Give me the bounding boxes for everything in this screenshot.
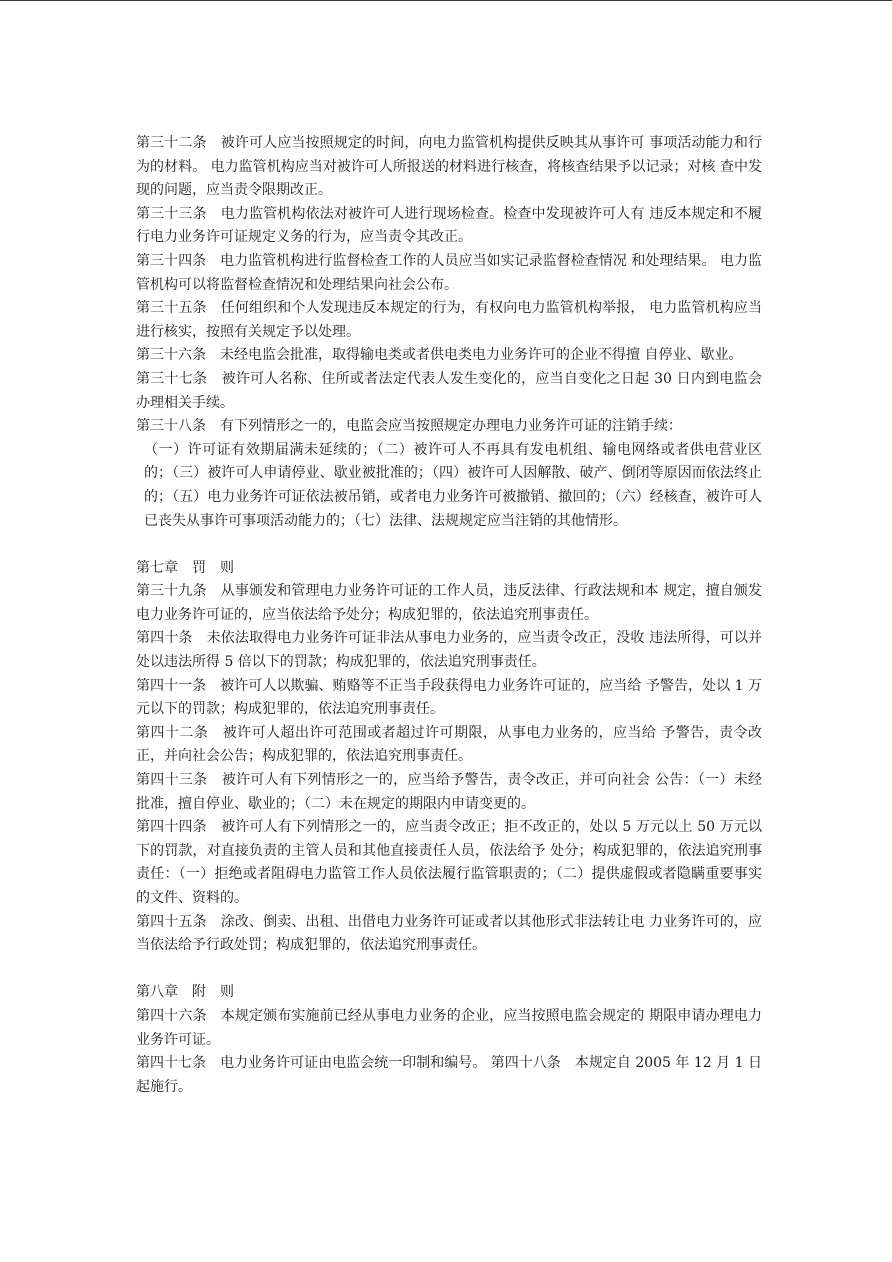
- page-top-border: [0, 0, 892, 1]
- article-36: 第三十六条 未经电监会批准，取得输电类或者供电类电力业务许可的企业不得擅 自停业、歇业。: [136, 347, 743, 364]
- article-41: 第四十一条 被许可人以欺骗、贿赂等不正当手段获得电力业务许可证的，应当给 予警告，处以 1 万元以下的罚款；构成犯罪的，依法追究刑事责任。: [136, 677, 762, 718]
- chapter-7-heading: 第七章 罚 则: [136, 559, 234, 576]
- article-35: 第三十五条 任何组织和个人发现违反本规定的行为，有权向电力监管机构举报， 电力监管机构应当进行核实，按照有关规定予以处理。: [136, 300, 762, 340]
- article-38: 第三十八条 有下列情形之一的，电监会应当按照规定办理电力业务许可证的注销手续：: [136, 418, 682, 435]
- article-44: 第四十四条 被许可人有下列情形之一的，应当责令改正；拒不改正的，处以 5 万元以上 50 万元以下的罚款，对直接负责的主管人员和其他直接责任人员，依法给予 处分；构成犯罪的，依法追究刑事责任：（一）拒绝或者阻碍电力监管工作人员依法履行监管职责的；（二）提供虚假或者隐瞒重要事实的文件、资料的。: [136, 819, 762, 906]
- spacer: [136, 533, 762, 557]
- article-46: 第四十六条 本规定颁布实施前已经从事电力业务的企业，应当按照电监会规定的 期限申请办理电力业务许可证。: [136, 1007, 762, 1048]
- article-38-items: （一）许可证有效期届满未延续的；（二）被许可人不再具有发电机组、输电网络或者供电营业区的；（三）被许可人申请停业、歇业被批准的；（四）被许可人因解散、破产、倒闭等原因而依法终止的；（五）电力业务许可证依法被吊销，或者电力业务许可被撤销、撤回的；（六）经核查，被许可人已丧失从事许可事项活动能力的；（七）法律、法规规定应当注销的其他情形。: [144, 441, 762, 529]
- article-43: 第四十三条 被许可人有下列情形之一的，应当给予警告，责令改正，并可向社会 公告：（一）未经批准，擅自停业、歇业的；（二）未在规定的期限内申请变更的。: [136, 772, 762, 812]
- article-45: 第四十五条 涂改、倒卖、出租、出借电力业务许可证或者以其他形式非法转让电 力业务许可的，应当依法给予行政处罚；构成犯罪的，依法追究刑事责任。: [136, 913, 762, 954]
- article-40: 第四十条 未依法取得电力业务许可证非法从事电力业务的，应当责令改正，没收 违法所得，可以并处以违法所得 5 倍以下的罚款；构成犯罪的，依法追究刑事责任。: [136, 630, 762, 671]
- document-page: [136, 132, 762, 1099]
- chapter-8-heading: 第八章 附 则: [136, 984, 234, 1001]
- article-37: 第三十七条 被许可人名称、住所或者法定代表人发生变化的，应当自变化之日起 30 日内到电监会办理相关手续。: [136, 370, 762, 411]
- article-39: 第三十九条 从事颁发和管理电力业务许可证的工作人员，违反法律、行政法规和本 规定，擅自颁发电力业务许可证的，应当依法给予处分；构成犯罪的，依法追究刑事责任。: [136, 583, 762, 623]
- article-47-48: 第四十七条 电力业务许可证由电监会统一印制和编号。 第四十八条 本规定自 2005 年 12 月 1 日起施行。: [136, 1055, 762, 1095]
- article-33: 第三十三条 电力监管机构依法对被许可人进行现场检查。检查中发现被许可人有 违反本规定和不履行电力业务许可证规定义务的行为，应当责令其改正。: [136, 205, 762, 246]
- article-32: 第三十二条 被许可人应当按照规定的时间，向电力监管机构提供反映其从事许可 事项活动能力和行为的材料。 电力监管机构应当对被许可人所报送的材料进行核查，将核查结果予以记录；对核 查中发现的问题，应当责令限期改正。: [136, 135, 762, 199]
- spacer: [136, 958, 762, 982]
- article-42: 第四十二条 被许可人超出许可范围或者超过许可期限，从事电力业务的，应当给 予警告，责令改正，并向社会公告；构成犯罪的，依法追究刑事责任。: [136, 724, 762, 765]
- article-34: 第三十四条 电力监管机构进行监督检查工作的人员应当如实记录监督检查情况 和处理结果。 电力监管机构可以将监督检查情况和处理结果向社会公布。: [136, 252, 762, 293]
